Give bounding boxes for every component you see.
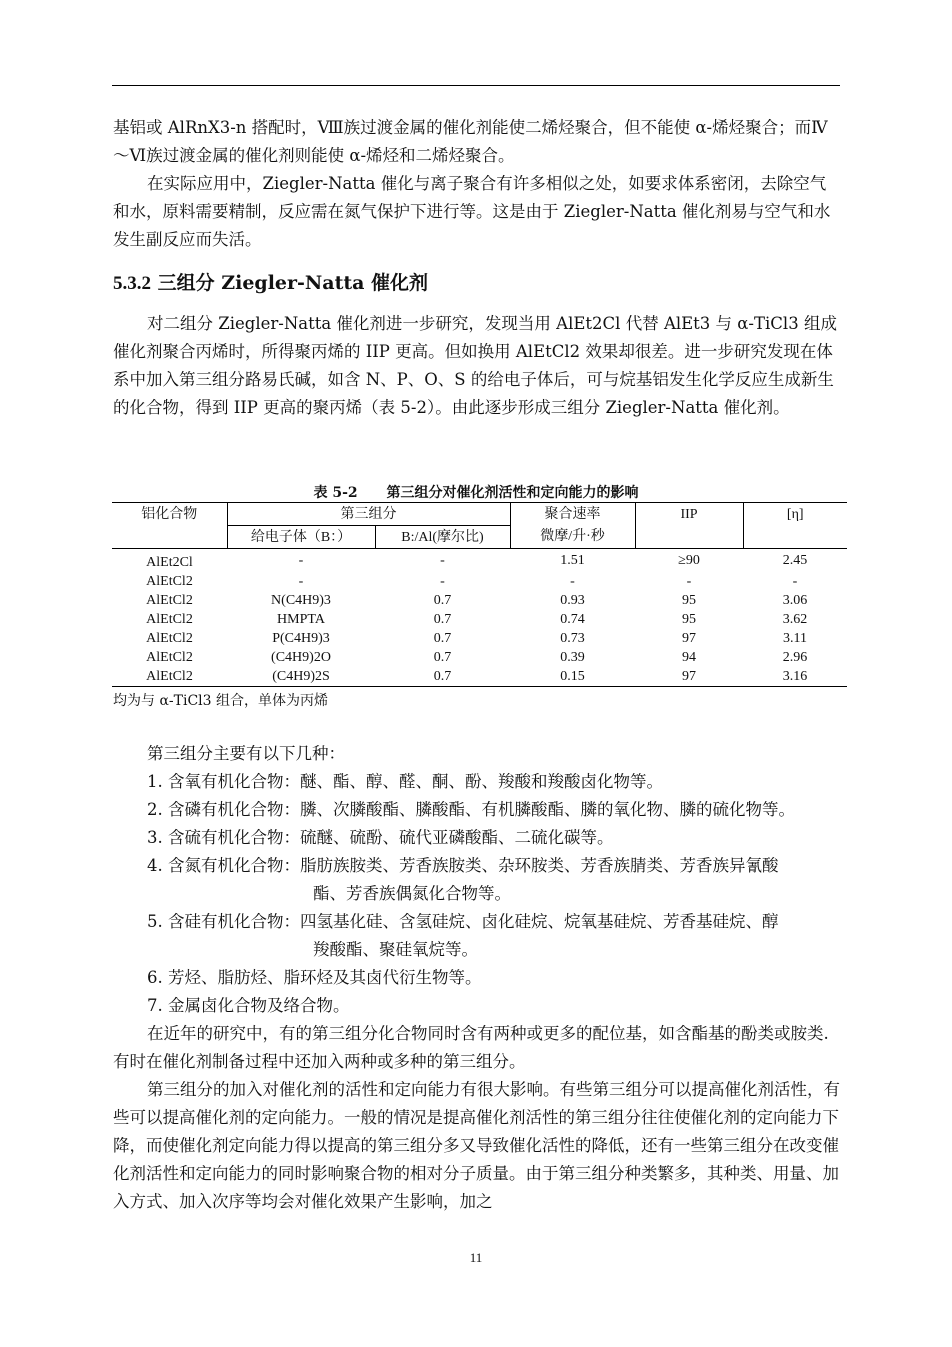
header-rate-unit: 微摩/升·秒 xyxy=(510,526,635,549)
list-item: 4. 含氮有机化合物：脂肪族胺类、芳香族胺类、杂环胺类、芳香族腈类、芳香族异氰酸 酯、芳香族偶氮化合物等。 xyxy=(147,856,779,903)
cell-eta: 3.06 xyxy=(782,593,808,608)
component-list xyxy=(113,740,840,1020)
cell-eta: 2.45 xyxy=(782,553,808,568)
table-row xyxy=(112,648,847,667)
cell-ratio: 0.7 xyxy=(433,612,452,627)
cell-donor: (C4H9)2S xyxy=(227,667,375,687)
cell-iip: 94 xyxy=(682,650,696,665)
list-intro: 第三组分主要有以下几种： xyxy=(147,744,345,763)
list-item: 2. 含磷有机化合物：膦、次膦酸酯、膦酸酯、有机膦酸酯、膦的氧化物、膦的硫化物等。 xyxy=(147,800,795,819)
cell-rate: 0.73 xyxy=(560,631,585,646)
cell-iip: 97 xyxy=(682,631,696,646)
cell-ratio: 0.7 xyxy=(433,593,452,608)
header-al-compound: 铝化合物 xyxy=(112,503,227,526)
list-item: 6. 芳烃、脂肪烃、脂环烃及其卤代衍生物等。 xyxy=(147,968,482,987)
cell-donor: (C4H9)2O xyxy=(271,650,331,665)
table-row xyxy=(112,610,847,629)
table-row xyxy=(112,549,847,573)
list-item: 1. 含氧有机化合物：醚、酯、醇、醛、酮、酚、羧酸和羧酸卤化物等。 xyxy=(147,772,663,791)
cell-al: AlEtCl2 xyxy=(146,574,193,589)
cell-iip: ≥90 xyxy=(678,553,700,568)
cell-rate: 0.93 xyxy=(560,593,585,608)
cell-iip: 97 xyxy=(635,667,743,687)
cell-rate: 0.39 xyxy=(560,650,585,665)
cell-donor: N(C4H9)3 xyxy=(271,593,331,608)
cell-eta: - xyxy=(792,574,798,589)
section-heading xyxy=(113,268,428,295)
cell-rate: 0.74 xyxy=(560,612,585,627)
cell-eta: 3.11 xyxy=(783,631,807,646)
list-item: 5. 含硅有机化合物：四氢基化硅、含氢硅烷、卤化硅烷、烷氧基硅烷、芳香基硅烷、醇 羧酸酯、聚硅氧烷等。 xyxy=(147,912,779,959)
cell-donor: HMPTA xyxy=(277,612,325,627)
paragraph-4: 在近年的研究中，有的第三组分化合物同时含有两种或更多的配位基，如含酯基的酚类或胺类.有时在催化剂制备过程中还加入两种或多种的第三组分。 xyxy=(113,1024,829,1071)
cell-eta: 3.16 xyxy=(743,667,847,687)
table-body xyxy=(112,549,847,687)
paragraph-5: 第三组分的加入对催化剂的活性和定向能力有很大影响。有些第三组分可以提高催化剂活性，有些可以提高催化剂的定向能力。一般的情况是提高催化剂活性的第三组分往往使催化剂的定向能力下降，而使催化剂定向能力得以提高的第三组分多又导致催化活性的降低，还有一些第三组分在改变催化剂活性和定向能力的同时影响聚合物的相对分子质量。由于第三组分种类繁多，其种类、用量、加入方式、加入次序等均会对催化效果产生影响，加之 xyxy=(113,1080,840,1211)
header-iip: IIP xyxy=(635,503,743,526)
cell-al: AlEtCl2 xyxy=(112,667,227,687)
section-title: 三组分 Ziegler-Natta 催化剂 xyxy=(157,272,429,294)
cell-iip: - xyxy=(686,574,692,589)
table-row xyxy=(112,629,847,648)
cell-al: AlEtCl2 xyxy=(146,593,193,608)
cell-eta: 3.62 xyxy=(782,612,808,627)
cell-rate: 1.51 xyxy=(560,553,585,568)
table-number: 表 5-2 xyxy=(313,485,358,501)
paragraph-3: 对二组分 Ziegler-Natta 催化剂进一步研究，发现当用 AlEt2Cl 代替 AlEt3 与 α-TiCl3 组成催化剂聚合丙烯时，所得聚丙烯的 IIP 更高。但如换用 AlEtCl2 效果却很差。进一步研究发现在体系中加入第三组分路易氏碱，如含 N、P、O、S 的给电子体后，可与烷基铝发生化学反应生成新生的化合物，得到 IIP 更高的聚丙烯（表 5-2）。由此逐步形成三组分 Ziegler-Natta 催化剂。 xyxy=(113,314,837,417)
list-item: 7. 金属卤化合物及络合物。 xyxy=(147,996,350,1015)
paragraph-2: 在实际应用中，Ziegler-Natta 催化与离子聚合有许多相似之处，如要求体系密闭，去除空气和水，原料需要精制，反应需在氮气保护下进行等。这是由于 Ziegler-Natta 催化剂易与空气和水发生副反应而失活。 xyxy=(113,174,831,249)
header-eta: [η] xyxy=(743,503,847,526)
header-third-component: 第三组分 xyxy=(227,503,510,526)
data-table xyxy=(112,502,847,687)
cell-al: AlEtCl2 xyxy=(146,650,193,665)
header-donor: 给电子体（B：） xyxy=(227,526,375,549)
table-row xyxy=(112,591,847,610)
list-item: 3. 含硫有机化合物：硫醚、硫酚、硫代亚磷酸酯、二硫化碳等。 xyxy=(147,828,614,847)
cell-rate: 0.15 xyxy=(510,667,635,687)
cell-ratio: 0.7 xyxy=(433,631,452,646)
cell-al: AlEtCl2 xyxy=(146,631,193,646)
cell-iip: 95 xyxy=(682,593,696,608)
page-number: 11 xyxy=(469,1250,483,1265)
table-note: 均为与 α-TiCl3 组合，单体为丙烯 xyxy=(113,693,328,709)
cell-eta: 2.96 xyxy=(782,650,808,665)
table-row xyxy=(112,572,847,591)
cell-ratio: - xyxy=(440,553,445,568)
cell-donor: - xyxy=(298,553,304,568)
cell-donor: P(C4H9)3 xyxy=(272,631,330,646)
cell-iip: 95 xyxy=(682,612,696,627)
table-caption xyxy=(0,482,952,502)
header-rule xyxy=(112,85,840,86)
table-row xyxy=(112,667,847,687)
cell-ratio: 0.7 xyxy=(433,650,452,665)
cell-al: AlEtCl2 xyxy=(146,612,193,627)
header-rate: 聚合速率 xyxy=(510,503,635,526)
cell-ratio: 0.7 xyxy=(375,667,510,687)
cell-donor: - xyxy=(298,574,304,589)
section-number: 5.3.2 xyxy=(113,273,151,294)
table-title: 第三组分对催化剂活性和定向能力的影响 xyxy=(386,485,639,501)
cell-ratio: - xyxy=(440,574,445,589)
cell-rate: - xyxy=(570,574,575,589)
header-ratio: B:/Al(摩尔比) xyxy=(375,526,510,549)
paragraph-1: 基铝或 AlRnX3-n 搭配时，Ⅷ族过渡金属的催化剂能使二烯烃聚合，但不能使 α-烯烃聚合；而Ⅳ～Ⅵ族过渡金属的催化剂则能使 α-烯烃和二烯烃聚合。 xyxy=(113,118,828,165)
cell-al: AlEt2Cl xyxy=(146,555,193,570)
